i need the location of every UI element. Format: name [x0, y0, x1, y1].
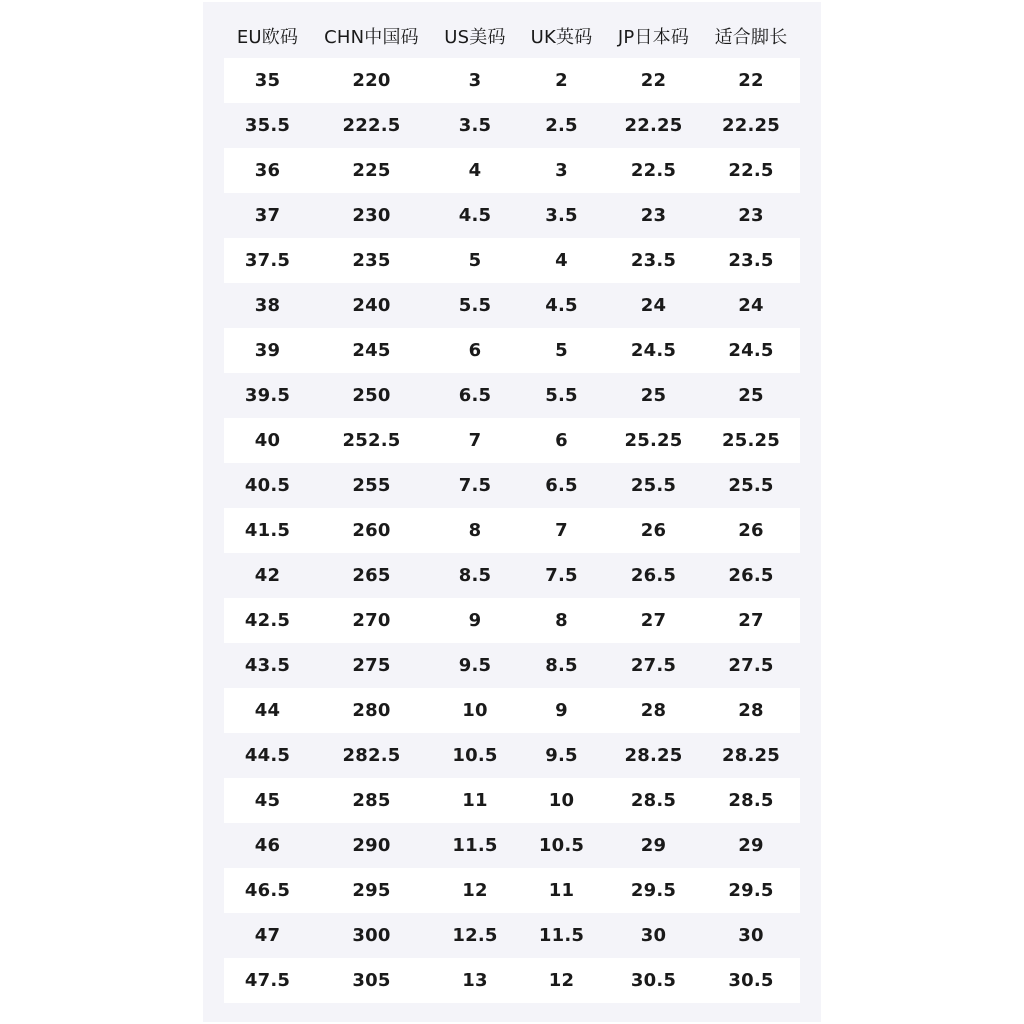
cell-uk-size: 8.5: [545, 655, 578, 676]
cell-chn-size: 235: [352, 250, 391, 271]
cell-chn-size: 260: [352, 520, 391, 541]
cell-uk-size: 5: [555, 340, 568, 361]
cell-uk-size: 9: [555, 700, 568, 721]
table-row: [224, 913, 800, 958]
cell-eu-size: 39: [254, 340, 281, 361]
header-uk-size: UK英码: [530, 26, 593, 48]
cell-foot-length: 28.5: [728, 790, 774, 811]
cell-us-size: 7.5: [458, 475, 492, 496]
cell-foot-length: 28: [738, 700, 764, 721]
cell-chn-size: 220: [352, 70, 391, 91]
table-row: [224, 58, 800, 103]
cell-eu-size: 40.5: [244, 475, 291, 496]
table-row: [224, 328, 800, 373]
cell-chn-size: 265: [352, 565, 391, 586]
header-us-size: US美码: [444, 26, 506, 48]
cell-uk-size: 6.5: [545, 475, 578, 496]
cell-eu-size: 37: [254, 205, 281, 226]
cell-foot-length: 27.5: [728, 655, 774, 676]
cell-chn-size: 295: [352, 880, 391, 901]
cell-uk-size: 10: [548, 790, 575, 811]
cell-foot-length: 30: [738, 925, 764, 946]
cell-foot-length: 23: [738, 205, 764, 226]
cell-jp-size: 25.25: [624, 430, 683, 451]
table-row: [224, 778, 800, 823]
cell-jp-size: 29.5: [630, 880, 677, 901]
cell-uk-size: 11.5: [538, 925, 585, 946]
cell-uk-size: 2.5: [545, 115, 578, 136]
cell-uk-size: 5.5: [545, 385, 578, 406]
cell-jp-size: 26.5: [630, 565, 677, 586]
cell-jp-size: 25: [640, 385, 667, 406]
cell-jp-size: 26: [640, 520, 667, 541]
cell-jp-size: 30: [640, 925, 667, 946]
cell-eu-size: 42: [254, 565, 281, 586]
cell-foot-length: 24.5: [728, 340, 774, 361]
cell-foot-length: 30.5: [728, 970, 774, 991]
cell-uk-size: 8: [555, 610, 568, 631]
cell-eu-size: 46.5: [244, 880, 291, 901]
cell-jp-size: 24.5: [630, 340, 677, 361]
cell-jp-size: 28: [640, 700, 667, 721]
cell-us-size: 7: [468, 430, 482, 451]
cell-eu-size: 35.5: [244, 115, 291, 136]
cell-jp-size: 25.5: [630, 475, 677, 496]
cell-eu-size: 41.5: [244, 520, 291, 541]
cell-chn-size: 300: [352, 925, 391, 946]
table-row: [224, 823, 800, 868]
cell-chn-size: 225: [352, 160, 391, 181]
cell-chn-size: 275: [352, 655, 391, 676]
cell-eu-size: 47.5: [244, 970, 291, 991]
cell-foot-length: 26: [738, 520, 764, 541]
cell-us-size: 4.5: [458, 205, 492, 226]
table-row: [224, 193, 800, 238]
cell-us-size: 8.5: [458, 565, 492, 586]
table-row: [224, 688, 800, 733]
cell-foot-length: 23.5: [728, 250, 774, 271]
cell-chn-size: 285: [352, 790, 391, 811]
cell-eu-size: 37.5: [244, 250, 291, 271]
cell-jp-size: 29: [640, 835, 667, 856]
cell-us-size: 9: [468, 610, 482, 631]
cell-uk-size: 4.5: [545, 295, 578, 316]
cell-uk-size: 12: [548, 970, 575, 991]
cell-uk-size: 4: [555, 250, 568, 271]
cell-us-size: 12: [462, 880, 488, 901]
cell-chn-size: 245: [352, 340, 391, 361]
cell-jp-size: 27: [640, 610, 667, 631]
cell-us-size: 9.5: [458, 655, 492, 676]
table-row: [224, 103, 800, 148]
cell-foot-length: 25: [738, 385, 764, 406]
cell-eu-size: 44.5: [244, 745, 291, 766]
cell-chn-size: 255: [352, 475, 391, 496]
cell-chn-size: 282.5: [342, 745, 401, 766]
cell-us-size: 4: [468, 160, 482, 181]
table-row: [224, 553, 800, 598]
table-row: [224, 283, 800, 328]
table-row: [224, 238, 800, 283]
cell-foot-length: 26.5: [728, 565, 774, 586]
cell-uk-size: 2: [555, 70, 568, 91]
cell-foot-length: 22: [738, 70, 764, 91]
cell-eu-size: 46: [254, 835, 281, 856]
cell-eu-size: 36: [254, 160, 281, 181]
cell-eu-size: 45: [254, 790, 281, 811]
cell-foot-length: 27: [738, 610, 764, 631]
cell-uk-size: 3.5: [545, 205, 578, 226]
cell-foot-length: 25.25: [722, 430, 780, 451]
header-eu-size: EU欧码: [236, 26, 299, 48]
cell-uk-size: 11: [548, 880, 575, 901]
cell-uk-size: 6: [555, 430, 568, 451]
table-row: [224, 508, 800, 553]
cell-us-size: 6.5: [458, 385, 492, 406]
cell-chn-size: 250: [352, 385, 391, 406]
cell-chn-size: 222.5: [342, 115, 401, 136]
header-jp-size: JP日本码: [617, 26, 690, 48]
cell-us-size: 12.5: [452, 925, 498, 946]
cell-jp-size: 22.5: [630, 160, 677, 181]
cell-chn-size: 230: [352, 205, 391, 226]
table-row: [224, 733, 800, 778]
cell-foot-length: 29.5: [728, 880, 774, 901]
cell-chn-size: 252.5: [342, 430, 401, 451]
cell-us-size: 3.5: [458, 115, 492, 136]
cell-eu-size: 38: [254, 295, 281, 316]
cell-foot-length: 22.25: [722, 115, 780, 136]
cell-eu-size: 43.5: [244, 655, 291, 676]
cell-chn-size: 305: [352, 970, 391, 991]
cell-chn-size: 240: [352, 295, 391, 316]
cell-us-size: 3: [468, 70, 482, 91]
table-row: [224, 463, 800, 508]
cell-us-size: 5: [468, 250, 482, 271]
header-foot-length: 适合脚长: [714, 26, 788, 48]
cell-eu-size: 44: [254, 700, 281, 721]
header-chn-size: CHN中国码: [324, 26, 419, 48]
table-body: [224, 58, 800, 1003]
table-row: [224, 148, 800, 193]
cell-uk-size: 10.5: [538, 835, 585, 856]
cell-eu-size: 42.5: [244, 610, 291, 631]
cell-us-size: 10.5: [452, 745, 498, 766]
cell-us-size: 13: [462, 970, 488, 991]
table-row: [224, 373, 800, 418]
cell-us-size: 5.5: [458, 295, 492, 316]
cell-uk-size: 7: [555, 520, 568, 541]
table-row: [224, 598, 800, 643]
cell-eu-size: 40: [254, 430, 281, 451]
cell-jp-size: 23: [640, 205, 667, 226]
cell-uk-size: 7.5: [545, 565, 578, 586]
table-row: [224, 643, 800, 688]
cell-us-size: 6: [468, 340, 482, 361]
cell-foot-length: 28.25: [722, 745, 780, 766]
cell-jp-size: 28.25: [624, 745, 683, 766]
cell-chn-size: 270: [352, 610, 391, 631]
cell-uk-size: 3: [555, 160, 568, 181]
cell-jp-size: 23.5: [630, 250, 677, 271]
cell-eu-size: 47: [254, 925, 281, 946]
cell-us-size: 11: [462, 790, 488, 811]
table-row: [224, 958, 800, 1003]
cell-eu-size: 39.5: [244, 385, 291, 406]
cell-jp-size: 28.5: [630, 790, 677, 811]
size-chart-table: [224, 13, 800, 1003]
cell-jp-size: 24: [640, 295, 667, 316]
cell-chn-size: 280: [352, 700, 391, 721]
cell-foot-length: 24: [738, 295, 764, 316]
cell-jp-size: 27.5: [630, 655, 677, 676]
cell-jp-size: 22: [640, 70, 667, 91]
cell-us-size: 10: [462, 700, 488, 721]
cell-foot-length: 22.5: [728, 160, 774, 181]
cell-chn-size: 290: [352, 835, 391, 856]
table-row: [224, 868, 800, 913]
cell-us-size: 11.5: [452, 835, 498, 856]
cell-jp-size: 30.5: [630, 970, 677, 991]
cell-jp-size: 22.25: [624, 115, 683, 136]
table-row: [224, 418, 800, 463]
table-header-row: [224, 13, 800, 58]
cell-foot-length: 25.5: [728, 475, 774, 496]
cell-eu-size: 35: [254, 70, 281, 91]
cell-foot-length: 29: [738, 835, 764, 856]
cell-us-size: 8: [468, 520, 482, 541]
cell-uk-size: 9.5: [545, 745, 578, 766]
